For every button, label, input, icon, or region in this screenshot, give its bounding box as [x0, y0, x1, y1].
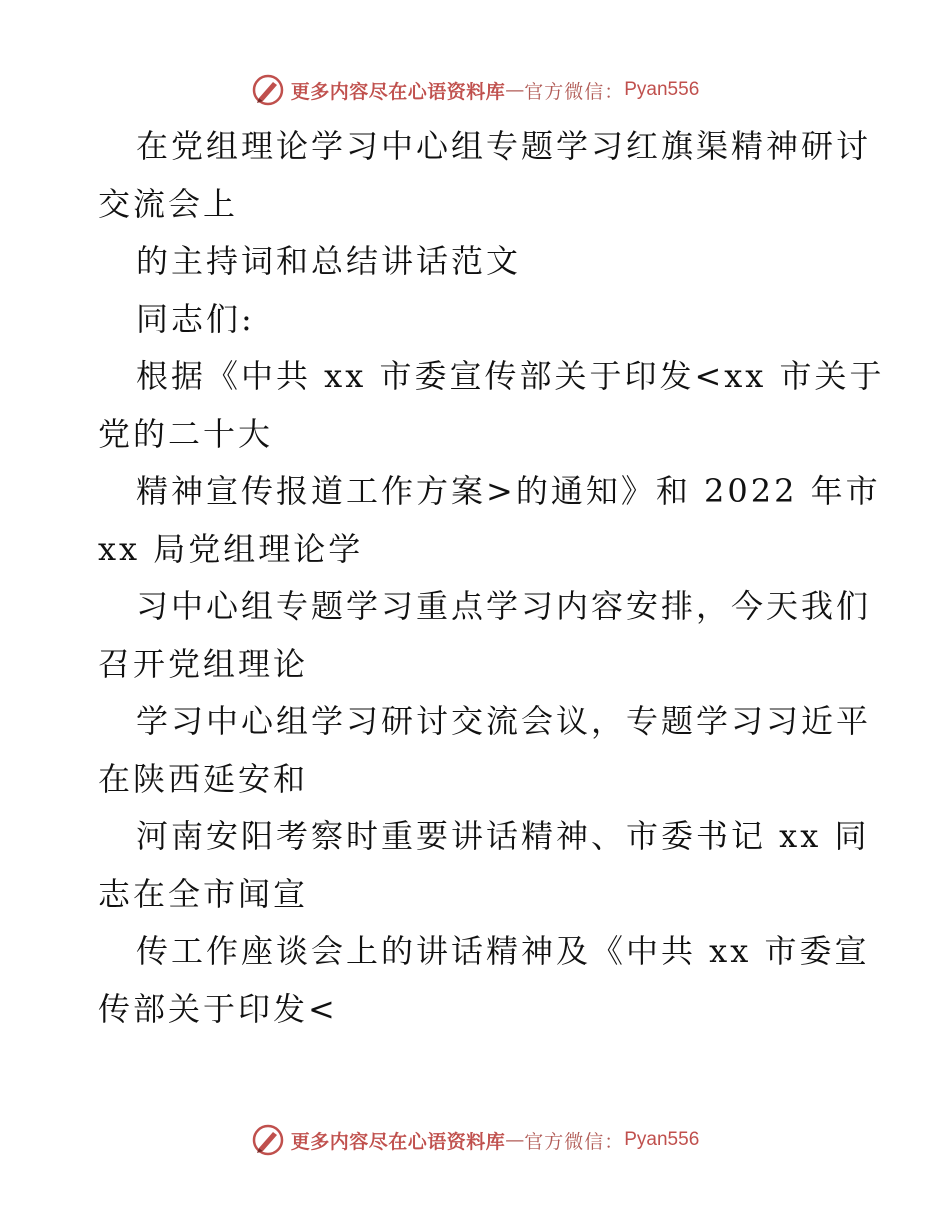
text-line: 根据《中共 xx 市委宣传部关于印发<xx 市关于 [136, 357, 885, 395]
text-line: 党的二十大 [98, 414, 274, 453]
text-line: 传工作座谈会上的讲话精神及《中共 xx 市委宣 [136, 932, 870, 970]
text-line: 的主持词和总结讲话范文 [136, 242, 522, 280]
text-line: 习中心组专题学习重点学习内容安排，今天我们 [136, 587, 872, 625]
watermark-contact-label: 官方微信： [524, 80, 625, 103]
text-line: 交流会上 [98, 184, 239, 223]
text-line: 在陕西延安和 [98, 759, 309, 798]
pen-logo-icon [251, 1123, 285, 1157]
footer-watermark [0, 1120, 950, 1160]
text-line: xx 局党组理论学 [98, 529, 364, 568]
text-line: 在党组理论学习中心组专题学习红旗渠精神研讨 [136, 127, 872, 165]
text-line: 学习中心组学习研讨交流会议，专题学习习近平 [136, 702, 872, 740]
text-line: 精神宣传报道工作方案>的通知》和 2022 年市 [136, 472, 881, 510]
text-line: 志在全市闻宣 [98, 874, 309, 913]
watermark-contact-label: 官方微信： [524, 1130, 625, 1153]
document-body [98, 118, 885, 1038]
text-line: 传部关于印发< [98, 989, 338, 1028]
watermark-site: 更多内容尽在心语资料库 [290, 1130, 506, 1153]
watermark-wechat-id: Pyan556 [624, 79, 700, 100]
header-watermark [0, 70, 950, 110]
watermark-separator: — [505, 1129, 525, 1151]
text-line: 召开党组理论 [98, 644, 309, 683]
watermark-separator: — [505, 79, 525, 101]
text-line: 同志们: [136, 299, 255, 338]
pen-logo-icon [251, 73, 285, 107]
watermark-wechat-id: Pyan556 [624, 1129, 700, 1150]
text-line: 河南安阳考察时重要讲话精神、市委书记 xx 同 [136, 817, 870, 855]
watermark-site: 更多内容尽在心语资料库 [290, 80, 506, 103]
